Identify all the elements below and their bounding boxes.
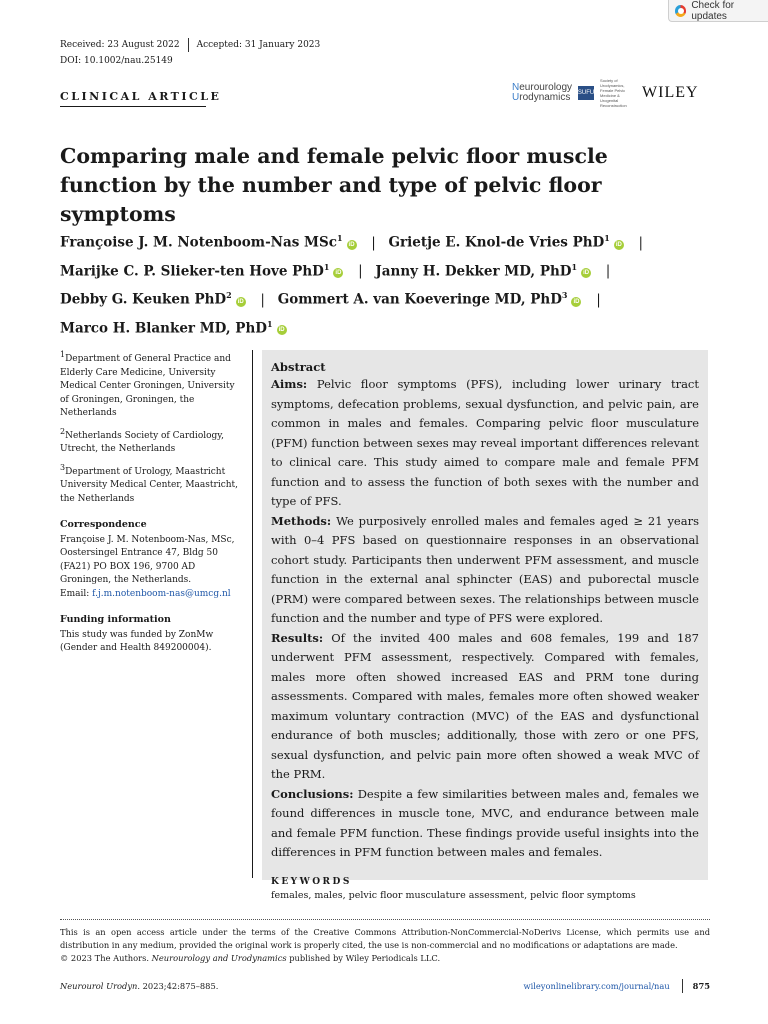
wiley-logo: WILEY — [642, 84, 699, 101]
license-text: This is an open access article under the terms of the Creative Commons Attribution-NonCommercial-NoDerivs License, which permits use and distribution in any medium, provided the original work is properly cited, the use is non-commercial and no modifications or adaptations are made. — [60, 927, 710, 950]
author-separator: | — [596, 291, 601, 308]
author-name: Grietje E. Knol-de Vries PhD — [388, 234, 605, 251]
abstract-heading: Abstract — [271, 360, 326, 374]
author-affiliation-sup: 3 — [561, 290, 568, 300]
author-affiliation-sup: 1 — [571, 261, 578, 272]
email-link[interactable]: f.j.m.notenboom-nas@umcg.nl — [92, 588, 231, 599]
affiliation: $^2$Netherlands Society of Cardiology, Utrecht, the Netherlands — [60, 426, 225, 454]
author-separator: | — [260, 291, 265, 308]
author-name: Debby G. Keuken PhD — [60, 291, 227, 308]
received-date: Received: 23 August 2022 — [60, 40, 180, 50]
doi: DOI: 10.1002/nau.25149 — [60, 56, 173, 66]
license-divider — [60, 919, 710, 920]
check-for-updates-button[interactable] — [668, 0, 768, 22]
author-name: Janny H. Dekker MD, PhD — [375, 263, 572, 279]
accepted-date: Accepted: 31 January 2023 — [196, 40, 321, 50]
author-separator: | — [358, 263, 363, 279]
crossmark-icon — [675, 5, 686, 17]
affiliation: $^1$Department of General Practice and Elderly Care Medicine, University Medical Center Groningen, University of Groningen, Groningen, the Netherlands — [60, 350, 235, 418]
author-affiliation-sup: 1 — [336, 233, 343, 243]
author-line — [60, 312, 720, 341]
journal-logo: Neurourology Urodynamics — [512, 82, 573, 103]
citation: Neurourol Urodyn. 2023;42:875–885. — [60, 981, 219, 991]
author-name: Marco H. Blanker MD, PhD — [60, 320, 267, 336]
orcid-icon[interactable]: iD — [573, 298, 580, 305]
keywords: females, males, pelvic floor musculature assessment, pelvic floor symptoms — [271, 889, 636, 901]
abstract-box — [262, 350, 708, 901]
orcid-icon[interactable]: iD — [583, 270, 590, 276]
author-affiliation-sup: 1 — [266, 318, 273, 329]
abstract-methods: Methods: We purposively enrolled males and females aged ≥ 21 years with 0–4 PFS based on questionnaire responses in an observational cohort study. Participants then underwent PFM assessment, and muscle function in the external anal sphincter (EAS) and puborectal muscle (PRM) were compared between sexes. The relationships between muscle function and the number and type of PFS were explored. — [271, 513, 699, 625]
affiliation: $^3$Department of Urology, Maastricht University Medical Center, Maastricht, the Netherlands — [60, 462, 239, 504]
correspondence-text: Françoise J. M. Notenboom-Nas, MSc, Oostersingel Entrance 47, Bldg 50 (FA21) PO BOX 196, 9700 AD Groningen, the Netherlands. — [60, 534, 235, 585]
author-affiliation-sup: 1 — [323, 261, 330, 272]
orcid-icon[interactable]: iD — [348, 241, 355, 248]
license-notice — [60, 926, 710, 965]
society-logo: SUFU — [578, 86, 594, 100]
abstract-results: Results: Of the invited 400 males and 608 females, 199 and 187 underwent PFM assessment, respectively. Compared with females, males more often showed increased EAS and PRM tone during assessments. Compared with males, females more often showed weaker maximum voluntary contraction (MVC) of the EAS and dysfunctional endurance of both muscles; additionally, those with zero or one PFS, sexual dysfunction, and pelvic pain more often showed a weak MVC of the PRM. — [271, 630, 700, 781]
author-line — [60, 255, 720, 284]
author-separator: | — [638, 234, 644, 251]
abstract-conclusions: Conclusions: Despite a few similarities between males and, females we found differences in muscle tone, MVC, and endurance between male and female PFM function. These findings provide useful insights into the differences in PFM function between males and females. — [271, 786, 699, 859]
author-affiliation-sup: 2 — [226, 290, 232, 300]
society-logo-text: Society of Urodynamics, Female Pelvic Medicine & Urogenital Reconstruction — [600, 78, 627, 108]
article-info-column — [60, 348, 246, 656]
author-list — [60, 226, 720, 340]
copyright-line: © 2023 The Authors. Neurourology and Urodynamics published by Wiley Periodicals LLC. — [60, 953, 441, 963]
orcid-icon[interactable]: iD — [278, 327, 285, 333]
author-affiliation-sup: 1 — [604, 233, 610, 243]
page-number: 875 — [692, 981, 710, 991]
article-dates — [60, 38, 320, 52]
author-separator: | — [371, 234, 376, 251]
orcid-icon[interactable]: iD — [335, 270, 342, 276]
page-footer — [60, 979, 710, 993]
author-separator: | — [605, 263, 611, 279]
journal-url-link[interactable]: wileyonlinelibrary.com/journal/nau — [523, 981, 670, 991]
funding-heading: Funding information — [60, 614, 171, 625]
orcid-icon[interactable]: iD — [615, 241, 622, 248]
funding-text: This study was funded by ZonMw (Gender and Health 849200004). — [60, 629, 214, 653]
abstract-aims: Aims: Pelvic floor symptoms (PFS), including lower urinary tract symptoms, defecation problems, sexual dysfunction, and pelvic pain, are common in males and females. Comparing pelvic floor musculature (PFM) function between sexes may reveal important differences relevant to clinical care. This study aimed to compare male and female PFM function and to assess the function of both sexes with the number and type of PFS. — [271, 377, 699, 508]
column-divider — [252, 350, 253, 878]
author-line — [60, 283, 720, 312]
divider — [188, 38, 189, 52]
section-label: CLINICAL ARTICLE — [60, 90, 222, 103]
article-title: Comparing male and female pelvic floor muscle function by the number and type of pelvic floor symptoms — [60, 144, 608, 226]
divider — [682, 979, 683, 993]
section-rule — [60, 106, 206, 107]
author-name: Gommert A. van Koeveringe MD, PhD — [277, 291, 562, 308]
publisher-logos — [512, 78, 699, 108]
check-for-updates-label: Check for updates — [691, 0, 735, 22]
correspondence-heading: Correspondence — [60, 519, 147, 530]
correspondence-email: Email: f.j.m.notenboom-nas@umcg.nl — [60, 588, 231, 599]
author-name: Françoise J. M. Notenboom-Nas MSc — [60, 234, 337, 251]
author-line — [60, 226, 720, 255]
keywords-heading: KEYWORDS — [271, 876, 352, 887]
author-name: Marijke C. P. Slieker-ten Hove PhD — [60, 263, 324, 279]
orcid-icon[interactable]: iD — [237, 298, 244, 305]
